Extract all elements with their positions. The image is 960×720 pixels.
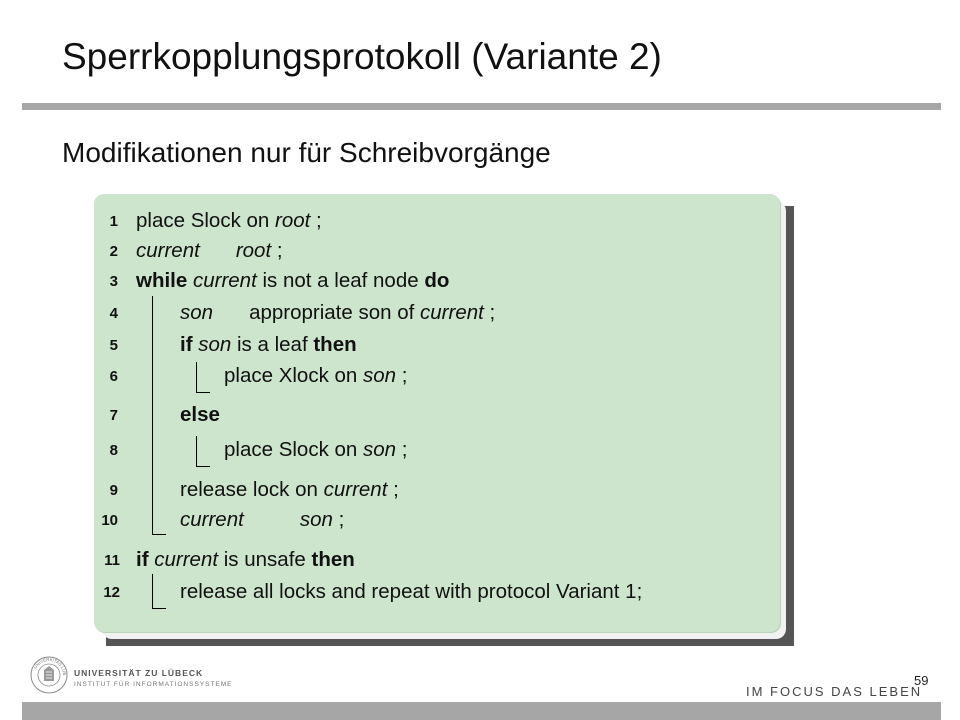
line-number: 4 — [109, 305, 118, 322]
line-number: 12 — [103, 584, 120, 601]
code-line — [94, 206, 774, 236]
code-text — [180, 505, 344, 535]
code-token: ; — [387, 478, 399, 501]
code-token: ; — [271, 239, 283, 262]
keyword: if — [136, 548, 149, 571]
university-name: UNIVERSITÄT ZU LÜBECK — [74, 668, 204, 678]
seal-text: UNIVERSITAS LUB — [32, 656, 68, 676]
keyword: else — [180, 403, 220, 426]
code-text — [136, 266, 449, 296]
code-text — [136, 236, 283, 266]
code-token: release lock on — [180, 478, 324, 501]
code-text — [180, 475, 399, 505]
keyword: if — [180, 333, 193, 356]
code-line — [94, 577, 774, 607]
university-seal-icon — [30, 656, 68, 694]
code-text — [180, 400, 220, 430]
code-token: ; — [396, 438, 408, 461]
variable: root — [235, 239, 272, 262]
keyword: then — [313, 333, 357, 356]
line-number: 9 — [109, 482, 118, 499]
code-text — [180, 330, 357, 360]
line-number: 5 — [109, 337, 118, 354]
variable: son — [299, 508, 333, 531]
code-text — [136, 206, 322, 236]
variable: current — [420, 301, 484, 324]
variable: current — [154, 548, 219, 571]
line-number: 11 — [104, 552, 120, 569]
code-token: ; — [310, 209, 322, 232]
code-line — [94, 475, 774, 505]
line-number: 7 — [109, 407, 118, 424]
code-line — [94, 266, 774, 296]
code-line — [94, 505, 774, 535]
code-text — [224, 435, 408, 465]
block-bar — [196, 436, 197, 466]
block-bar — [152, 574, 153, 608]
code-text — [224, 361, 408, 391]
footer-band — [22, 702, 941, 720]
variable: current — [180, 508, 244, 531]
code-token: ; — [396, 364, 408, 387]
code-token: appropriate son of — [249, 301, 421, 324]
variable: current — [192, 269, 257, 292]
code-line — [94, 298, 774, 328]
code-token: place Xlock on — [224, 364, 364, 387]
block-bar-end — [196, 466, 210, 467]
code-line — [94, 545, 774, 575]
variable: root — [275, 209, 311, 232]
code-line — [94, 236, 774, 266]
line-number: 6 — [109, 368, 118, 385]
code-token: is a leaf — [231, 333, 314, 356]
page-number: 59 — [914, 673, 929, 688]
block-bar — [152, 296, 153, 534]
code-token: is unsafe — [218, 548, 312, 571]
slide-title: Sperrkopplungsprotokoll (Variante 2) — [62, 36, 662, 77]
block-bar-end — [196, 392, 210, 393]
code-token: place Slock on — [136, 209, 276, 232]
line-number: 2 — [109, 243, 118, 260]
code-token: is not a leaf node — [256, 269, 425, 292]
variable: son — [180, 301, 214, 324]
variable: son — [363, 438, 397, 461]
variable: son — [363, 364, 397, 387]
keyword: then — [311, 548, 355, 571]
code-text — [136, 545, 355, 575]
code-text — [180, 298, 495, 328]
line-number: 1 — [109, 213, 118, 230]
code-text — [180, 577, 642, 607]
code-token: release all locks and repeat with protocol Variant 1; — [180, 580, 643, 603]
code-line — [94, 400, 774, 430]
line-number: 10 — [101, 512, 118, 529]
variable: current — [136, 239, 200, 262]
line-number: 3 — [109, 273, 118, 290]
keyword: do — [424, 269, 450, 292]
code-line — [94, 330, 774, 360]
algorithm-box — [94, 194, 780, 632]
university-slogan: IM FOCUS DAS LEBEN — [746, 684, 923, 699]
block-bar-end — [152, 608, 166, 609]
code-token: ; — [332, 508, 345, 531]
block-bar — [196, 362, 197, 392]
slide-subtitle: Modifikationen nur für Schreibvorgänge — [62, 137, 551, 168]
block-bar-end — [152, 534, 166, 535]
variable: son — [198, 333, 232, 356]
keyword: while — [136, 269, 188, 292]
code-token: ; — [483, 301, 496, 324]
institute-name: INSTITUT FÜR INFORMATIONSSYSTEME — [74, 681, 233, 688]
line-number: 8 — [109, 442, 118, 459]
code-token: place Slock on — [224, 438, 364, 461]
title-divider — [22, 103, 941, 110]
variable: current — [323, 478, 388, 501]
